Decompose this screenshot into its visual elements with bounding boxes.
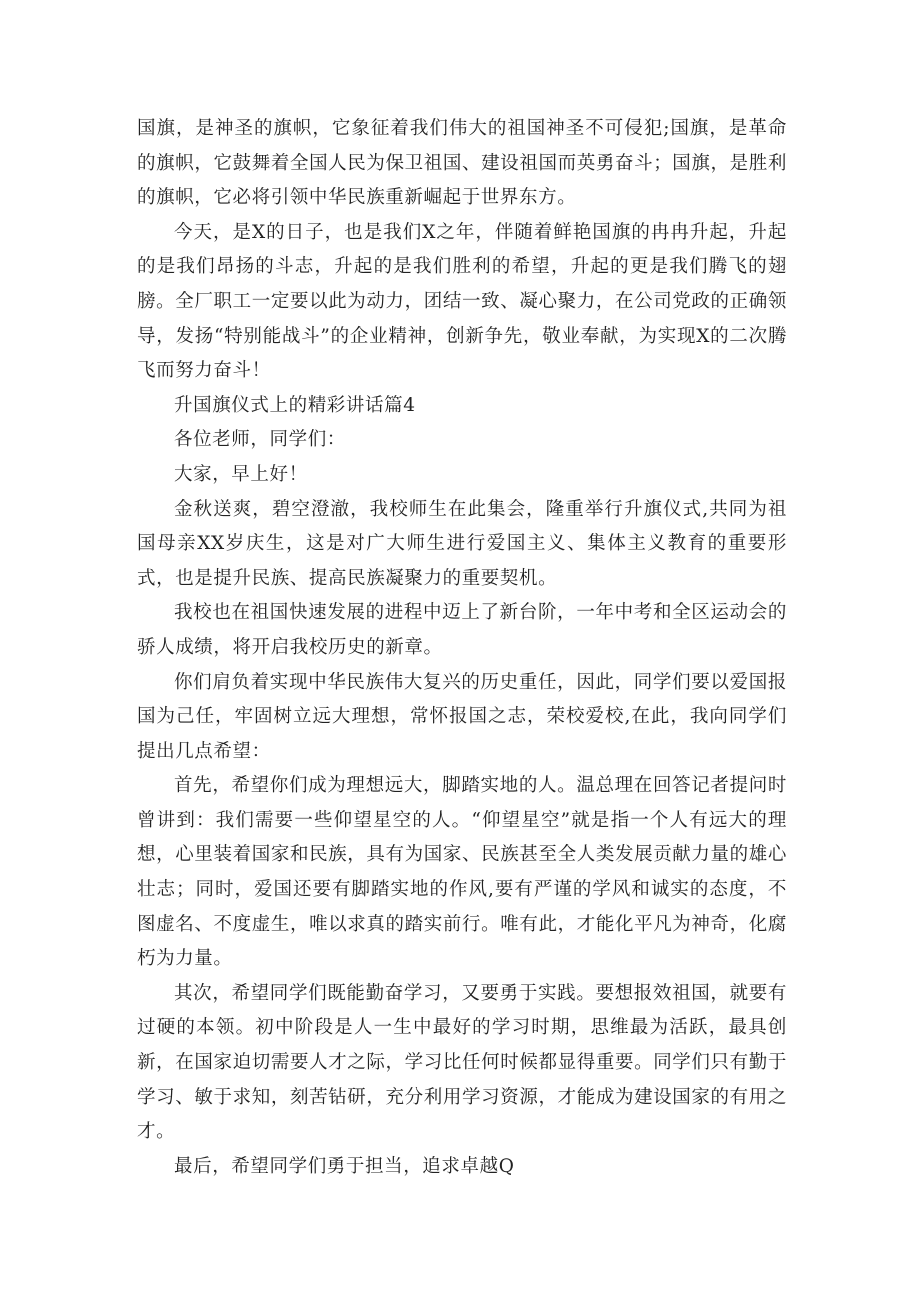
section-heading: 升国旗仪式上的精彩讲话篇4 [174, 394, 416, 416]
paragraph-flag-meaning: 国旗，是神圣的旗帜，它象征着我们伟大的祖国神圣不可侵犯;国旗，是革命的旗帜，它鼓舞着全国人民为保卫祖国、建设祖国而英勇奋斗；国旗，是胜利的旗帜，它必将引领中华民族重新崛起于世界东方。 [137, 118, 787, 209]
greeting: 大家，早上好！ [174, 463, 308, 485]
paragraph-autumn: 金秋送爽，碧空澄澈，我校师生在此集会，隆重举行升旗仪式,共同为祖国母亲XX岁庆生，这是对广大师生进行爱国主义、集体主义教育的重要形式，也是提升民族、提高民族凝聚力的重要契机。 [137, 498, 787, 589]
document-body [137, 112, 787, 1184]
salutation: 各位老师，同学们： [174, 429, 346, 451]
paragraph-responsibility: 你们肩负着实现中华民族伟大复兴的历史重任，因此，同学们要以爱国报国为己任，牢固树立远大理想，常怀报国之志，荣校爱校,在此，我向同学们提出几点希望： [137, 671, 787, 762]
paragraph-first-hope: 首先，希望你们成为理想远大，脚踏实地的人。温总理在回答记者提问时曾讲到：我们需要一些仰望星空的人。“仰望星空”就是指一个人有远大的理想，心里装着国家和民族，具有为国家、民族甚至全人类发展贡献力量的雄心壮志；同时，爱国还要有脚踏实地的作风,要有严谨的学风和诚实的态度，不图虚名、不度虚生，唯以求真的踏实前行。唯有此，才能化平凡为神奇，化腐朽为力量。 [137, 775, 787, 970]
paragraph-second-hope: 其次，希望同学们既能勤奋学习，又要勇于实践。要想报效祖国，就要有过硬的本领。初中阶段是人一生中最好的学习时期，思维最为活跃，最具创新，在国家迫切需要人才之际，学习比任何时候都显得重要。同学们只有勤于学习、敏于求知，刻苦钻研，充分利用学习资源，才能成为建设国家的有用之才。 [137, 982, 787, 1143]
paragraph-today: 今天，是X的日子，也是我们X之年，伴随着鲜艳国旗的冉冉升起，升起的是我们昂扬的斗志，升起的是我们胜利的希望，升起的更是我们腾飞的翅膀。全厂职工一定要以此为动力，团结一致、凝心聚力，在公司党政的正确领导，发扬“特别能战斗”的企业精神，创新争先，敬业奉献，为实现X的二次腾飞而努力奋斗！ [137, 221, 787, 382]
paragraph-last-hope: 最后，希望同学们勇于担当，追求卓越Q [174, 1155, 515, 1177]
paragraph-school-progress: 我校也在祖国快速发展的进程中迈上了新台阶，一年中考和全区运动会的骄人成绩，将开启我校历史的新章。 [137, 602, 787, 658]
